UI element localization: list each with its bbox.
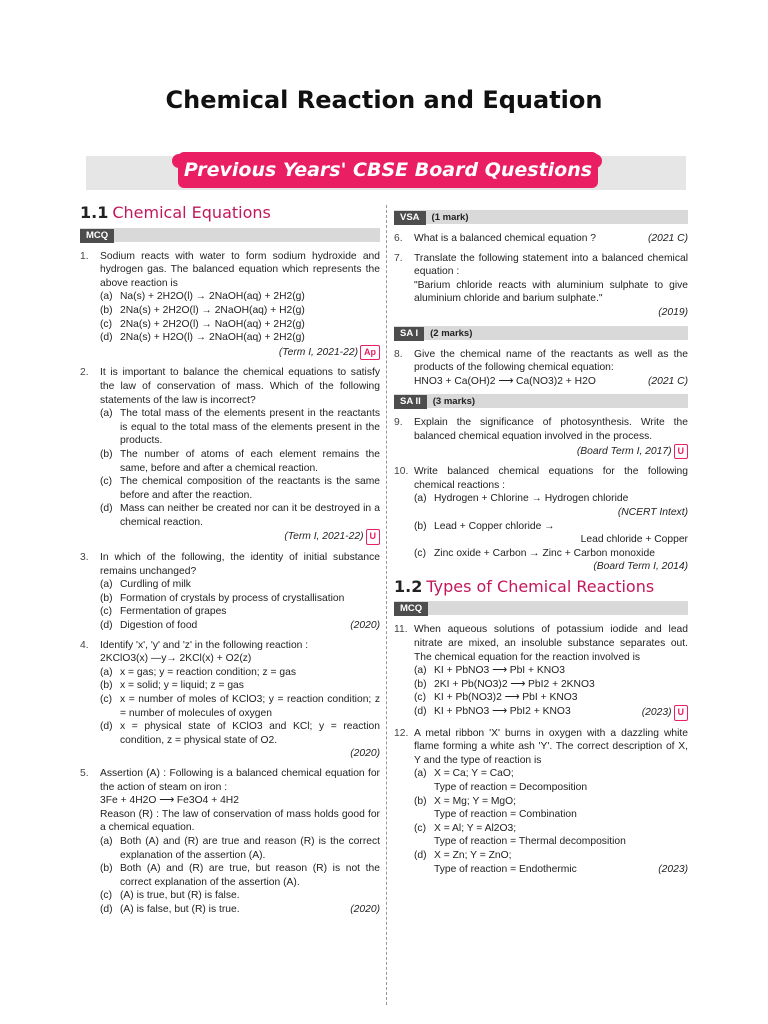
question-7: 7. Translate the following statement into a balanced chemical equation : "Barium chloride reacts with aluminium sulphate to give aluminium chloride and barium sulphate." (2019) xyxy=(394,252,688,318)
question-4: 4. Identify 'x', 'y' and 'z' in the following reaction : 2KClO3(x) —y→ 2KCl(x) + O2(z) (a) x = gas; y = reaction condition; z = gas (b) x = solid; y = liquid; z = gas (c) x = number of moles of KClO3; y = reaction condition; z = number of molecules of oxygen (d) x = physical state of KClO3 and KCl; y = reaction condition, z = physical state of O2. (2020) xyxy=(80,639,380,760)
question-10: 10. Write balanced chemical equations for the following chemical reactions : (a) Hydrogen + Chlorine → Hydrogen chloride (NCERT Intext) (b) Lead + Copper chloride → Lead chloride + Copper (c) Zinc oxide + Carbon → Zinc + Carbon monoxide (Board Term I, 2014) xyxy=(394,466,688,573)
sa1-bar: SA I (2 marks) xyxy=(394,326,688,340)
question-3: 3. In which of the following, the identity of initial substance remains unchanged? (a) Curdling of milk (b) Formation of crystals by process of crystallisation (c) Fermentation of grapes (d) Digestion of food (2020) xyxy=(80,552,380,632)
question-6: 6. What is a balanced chemical equation ? (2021 C) xyxy=(394,233,688,244)
question-9: 9. Explain the significance of photosynthesis. Write the balanced chemical equation involved in the process. (Board Term I, 2017) U xyxy=(394,416,688,459)
sa2-bar: SA II (3 marks) xyxy=(394,394,688,408)
u-badge: U xyxy=(674,705,689,721)
u-badge: U xyxy=(366,529,381,545)
left-column xyxy=(80,200,380,923)
banner-text: Previous Years' CBSE Board Questions xyxy=(183,159,593,181)
page-title: Chemical Reaction and Equation xyxy=(165,86,603,114)
banner-pill xyxy=(178,152,598,188)
vsa-bar: VSA (1 mark) xyxy=(394,210,688,224)
question-5: 5. Assertion (A) : Following is a balanced chemical equation for the action of steam on iron : 3Fe + 4H2O ⟶ Fe3O4 + 4H2 Reason (R) : The law of conservation of mass holds good for a chemical equation. (a) Both (A) and (R) are true and reason (R) is the correct explanation of the assertion (A). (b) Both (A) and (R) are true, but reason (R) is not the correct explanation of the assertion (A). (c) (A) is true, but (R) is false. (d) (A) is false, but (R) is true. (2020) xyxy=(80,767,380,915)
question-8: 8. Give the chemical name of the reactants as well as the products of the following chemical equation: HNO3 + Ca(OH)2 ⟶ Ca(NO3)2 + H2O (2021 C) xyxy=(394,348,688,387)
section-heading-1-1: 1.1 Chemical Equations xyxy=(80,203,271,222)
column-divider xyxy=(386,205,387,1005)
ap-badge: Ap xyxy=(360,345,380,361)
question-12: 12. A metal ribbon 'X' burns in oxygen with a dazzling white flame forming a white ash 'Y'. The correct description of X, Y and the type of reaction is (a) X = Ca; Y = CaO; Type of reaction = Decomposition (b) X = Mg; Y = MgO; Type of reaction = Combination (c) X = Al; Y = Al2O3; Type of reaction = Thermal decomposition (d) X = Zn; Y = ZnO; Type of reaction = Endothermic (2023) xyxy=(394,727,688,875)
section-heading-1-2: 1.2 Types of Chemical Reactions xyxy=(394,576,655,596)
right-column xyxy=(394,200,688,882)
mcq-bar-2: MCQ xyxy=(394,601,688,615)
question-11: 11. When aqueous solutions of potassium iodide and lead nitrate are mixed, an insoluble substance separates out. The chemical equation for the reaction involved is (a) KI + PbNO3 ⟶ PbI + KNO3 (b) 2KI + Pb(NO3)2 ⟶ PbI2 + 2KNO3 (c) KI + Pb(NO3)2 ⟶ PbI + KNO3 (d) KI + PbNO3 ⟶ PbI2 + KNO3 (2023) U xyxy=(394,623,688,720)
question-1: 1. Sodium reacts with water to form sodium hydroxide and hydrogen gas. The balanced equation which represents the above reaction is (a) Na(s) + 2H2O(l) → 2NaOH(aq) + 2H2(g) (b) 2Na(s) + 2H2O(l) → 2NaOH(aq) + H2(g) (c) 2Na(s) + 2H2O(l) → NaOH(aq) + 2H2(g) (d) 2Na(s) + H2O(l) → 2NaOH(aq) + 2H2(g) (Term I, 2021-22) Ap xyxy=(80,250,380,361)
u-badge: U xyxy=(674,444,689,460)
mcq-bar: MCQ xyxy=(80,228,380,242)
question-2: 2. It is important to balance the chemical equations to satisfy the law of conservation of mass. Which of the following statements of the law is incorrect? (a) The total mass of the elements present in the reactants is equal to the total mass of the elements present in the products. (b) The number of atoms of each element remains the same, before and after a chemical reaction. (c) The chemical composition of the reactants is the same before and after the reaction. (d) Mass can neither be created nor can it be destroyed in a chemical reaction. (Term I, 2021-22) U xyxy=(80,366,380,545)
